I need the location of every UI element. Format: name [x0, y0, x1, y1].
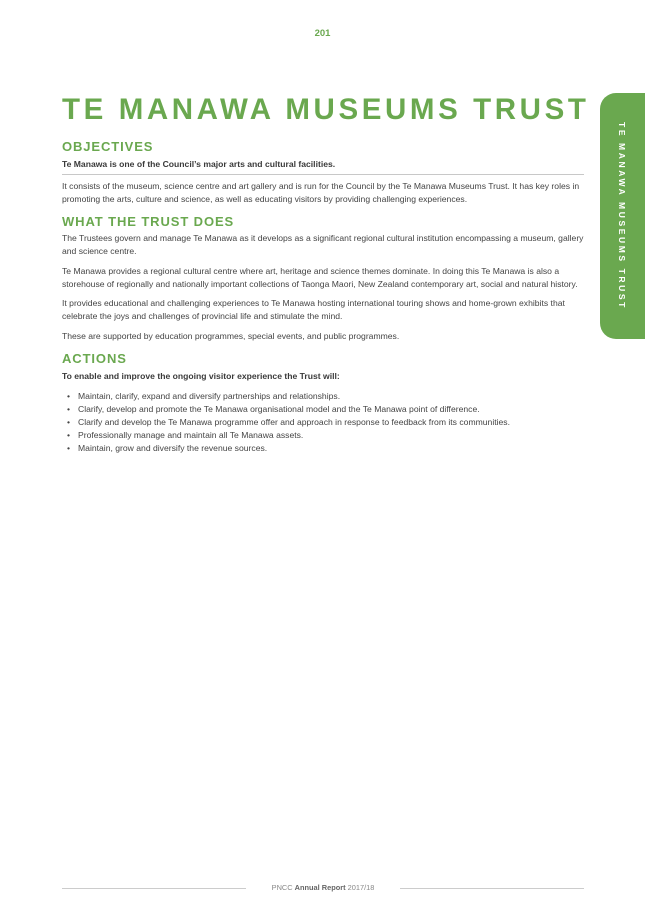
list-item	[62, 442, 584, 455]
what-trust-does-paragraph: It provides educational and challenging experiences to Te Manawa hosting international touring shows and home-grown exhibits that celebrate the joys and challenges of provincial life and stimulate the mind.	[62, 298, 565, 321]
page-title: TE MANAWA MUSEUMS TRUST	[62, 93, 590, 126]
bullet-icon: •	[67, 416, 71, 427]
list-item	[62, 390, 584, 403]
objectives-paragraph: It consists of the museum, science centre and art gallery and is run for the Council by the Te Manawa Museums Trust. It has key roles in promoting the arts, culture and science, as well as educating visitors by providing challenging experiences.	[62, 181, 580, 204]
page-number: 201	[314, 28, 331, 39]
what-trust-does-paragraph: The Trustees govern and manage Te Manawa as it develops as a significant regional cultural institution encompassing a museum, gallery and science centre.	[62, 233, 584, 257]
footer-text	[62, 882, 584, 894]
what-trust-does-heading: WHAT THE TRUST DOES	[62, 214, 235, 230]
footer-org: PNCC	[271, 883, 293, 892]
actions-heading: ACTIONS	[62, 351, 127, 367]
bullet-icon: •	[67, 429, 71, 440]
side-tab	[600, 93, 645, 339]
what-trust-does-paragraph: These are supported by education programmes, special events, and public programmes.	[62, 330, 400, 341]
footer-report-name: Annual Report	[294, 883, 346, 892]
list-item-text: Professionally manage and maintain all Te Manawa assets.	[78, 429, 304, 440]
list-item	[62, 429, 584, 442]
what-trust-does-paragraph: Te Manawa provides a regional cultural centre where art, heritage and science themes dominate. In doing this Te Manawa is also a storehouse of regionally and nationally important collections of Taonga Maori, New Zealand contemporary art, social and natural history.	[62, 265, 578, 289]
bullet-icon: •	[67, 404, 71, 415]
objectives-lead: Te Manawa is one of the Council’s major arts and cultural facilities.	[62, 159, 336, 169]
list-item	[62, 416, 584, 429]
main-content	[62, 92, 590, 454]
bullet-icon: •	[67, 442, 71, 453]
actions-lead: To enable and improve the ongoing visitor experience the Trust will:	[62, 371, 340, 382]
objectives-heading: OBJECTIVES	[62, 139, 154, 154]
side-tab-label: TE MANAWA MUSEUMS TRUST	[617, 122, 627, 310]
footer-year: 2017/18	[347, 883, 375, 892]
footer	[62, 882, 584, 894]
list-item-text: Clarify and develop the Te Manawa programme offer and approach in response to feedback from its communities.	[78, 416, 510, 427]
list-item-text: Maintain, grow and diversify the revenue sources.	[78, 442, 268, 453]
list-item-text: Clarify, develop and promote the Te Manawa organisational model and the Te Manawa point of difference.	[78, 404, 480, 415]
actions-list	[62, 390, 584, 454]
section-divider	[62, 174, 584, 175]
list-item-text: Maintain, clarify, expand and diversify partnerships and relationships.	[78, 391, 341, 402]
list-item	[62, 403, 584, 416]
bullet-icon: •	[67, 391, 71, 402]
